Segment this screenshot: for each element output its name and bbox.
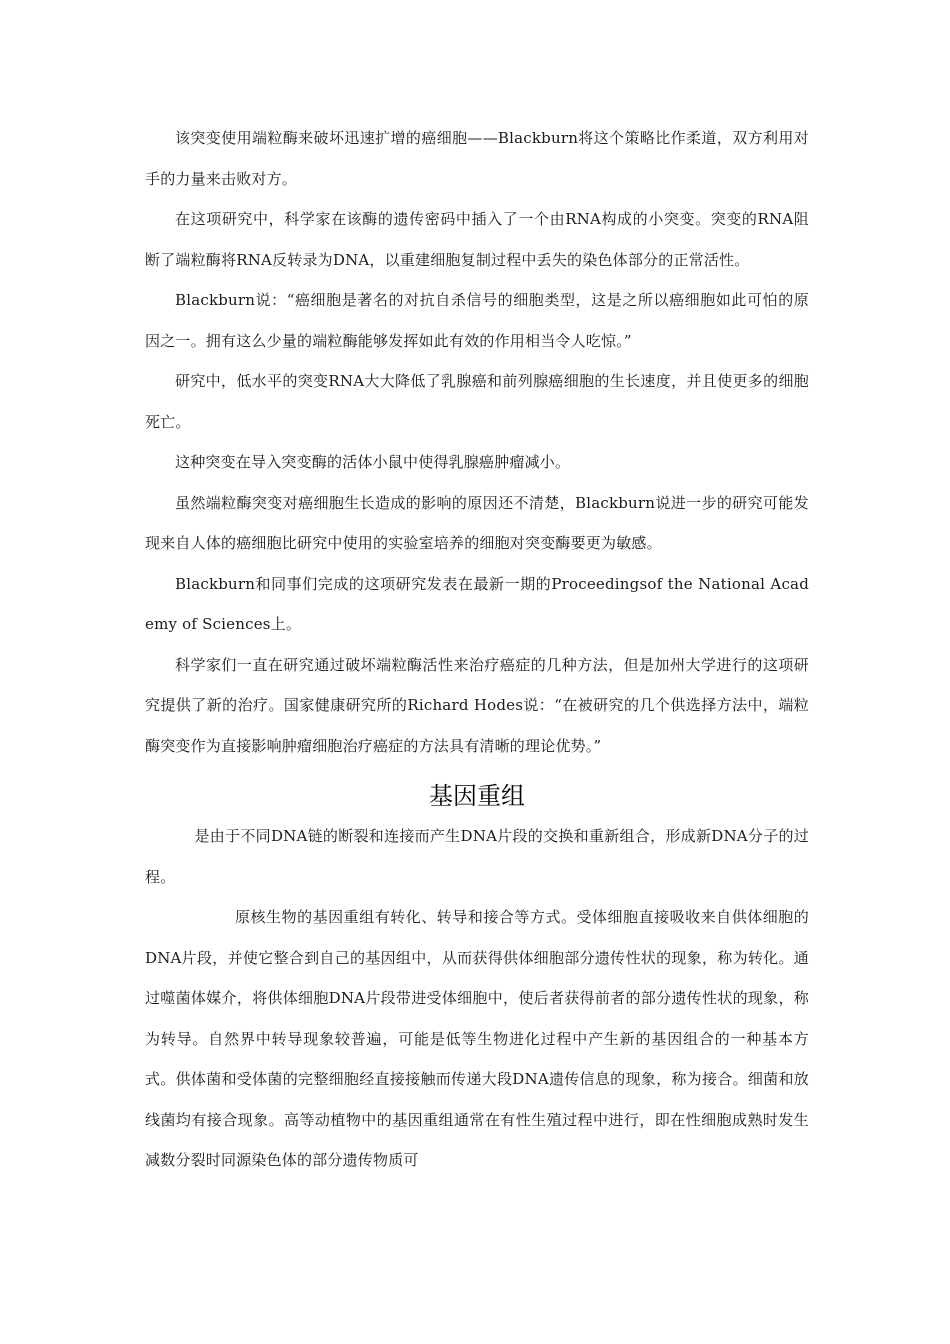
article-paragraph-4: 研究中，低水平的突变RNA大大降低了乳腺癌和前列腺癌细胞的生长速度，并且使更多的细胞死亡。 (145, 372, 809, 431)
document-body (145, 118, 809, 1181)
article-paragraph-7: Blackburn和同事们完成的这项研究发表在最新一期的Proceedingsof the National Academy of Sciences上。 (145, 574, 809, 633)
article-paragraph-3: Blackburn说：“癌细胞是著名的对抗自杀信号的细胞类型，这是之所以癌细胞如此可怕的原因之一。拥有这么少量的端粒酶能够发挥如此有效的作用相当令人吃惊。” (145, 291, 809, 350)
article-paragraph-6: 虽然端粒酶突变对癌细胞生长造成的影响的原因还不清楚，Blackburn说进一步的研究可能发现来自人体的癌细胞比研究中使用的实验室培养的细胞对突变酶要更为敏感。 (145, 493, 809, 552)
section-title: 基因重组 (429, 782, 525, 810)
section-paragraph-1: 是由于不同DNA链的断裂和连接而产生DNA片段的交换和重新组合，形成新DNA分子的过程。 (145, 827, 809, 886)
article-paragraph-5: 这种突变在导入突变酶的活体小鼠中使得乳腺癌肿瘤减小。 (175, 453, 571, 471)
article-paragraph-1: 该突变使用端粒酶来破坏迅速扩增的癌细胞——Blackburn将这个策略比作柔道，双方利用对手的力量来击败对方。 (145, 129, 809, 188)
article-paragraph-8: 科学家们一直在研究通过破坏端粒酶活性来治疗癌症的几种方法，但是加州大学进行的这项研究提供了新的治疗。国家健康研究所的Richard Hodes说：“在被研究的几个供选择方法中，端粒酶突变作为直接影响肿瘤细胞治疗癌症的方法具有清晰的理论优势。” (145, 655, 809, 755)
section-paragraph-2: 原核生物的基因重组有转化、转导和接合等方式。受体细胞直接吸收来自供体细胞的DNA片段，并使它整合到自己的基因组中，从而获得供体细胞部分遗传性状的现象，称为转化。通过噬菌体媒介，将供体细胞DNA片段带进受体细胞中，使后者获得前者的部分遗传性状的现象，称为转导。自然界中转导现象较普遍，可能是低等生物进化过程中产生新的基因组合的一种基本方式。供体菌和受体菌的完整细胞经直接接触而传递大段DNA遗传信息的现象，称为接合。细菌和放线菌均有接合现象。高等动植物中的基因重组通常在有性生殖过程中进行，即在性细胞成熟时发生减数分裂时同源染色体的部分遗传物质可 (145, 908, 809, 1169)
article-paragraph-2: 在这项研究中，科学家在该酶的遗传密码中插入了一个由RNA构成的小突变。突变的RNA阻断了端粒酶将RNA反转录为DNA，以重建细胞复制过程中丢失的染色体部分的正常活性。 (145, 210, 809, 269)
